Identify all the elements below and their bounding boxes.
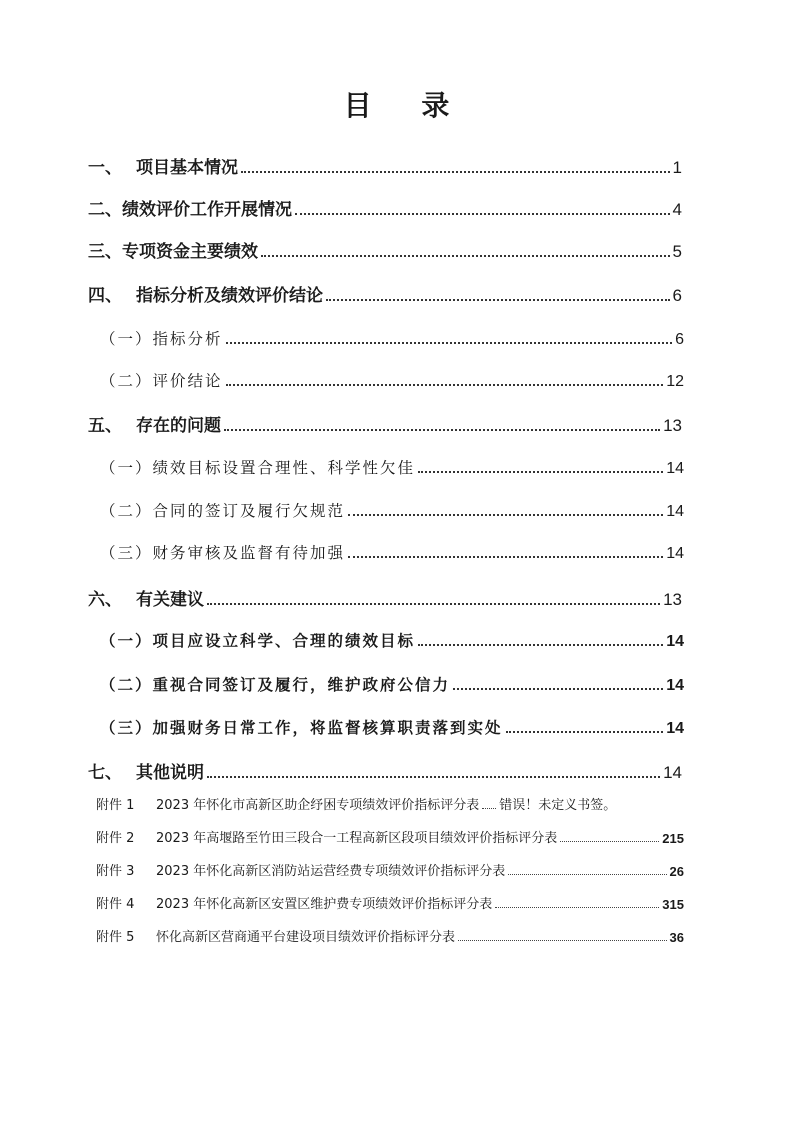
toc-page-number: 6: [675, 331, 684, 348]
appendix-title: 2023 年怀化市高新区助企纾困专项绩效评价指标评分表: [156, 798, 480, 813]
dot-leader: [226, 341, 673, 344]
dot-leader: [241, 170, 670, 173]
toc-entry-title: （二）合同的签订及履行欠规范: [100, 502, 346, 520]
appendix-number: 附件 3: [96, 864, 135, 879]
dot-leader: [508, 873, 666, 875]
dot-leader: [348, 513, 663, 516]
toc-entry-title: （一）指标分析: [100, 330, 223, 348]
toc-page-number: 14: [666, 677, 684, 694]
toc-appendix-5[interactable]: [96, 925, 684, 945]
toc-page-number: 6: [672, 286, 682, 305]
dot-leader: [261, 254, 670, 257]
toc-entry-6-3[interactable]: [100, 714, 684, 738]
toc-entry-7[interactable]: [88, 757, 682, 783]
toc-page-number: 13: [663, 590, 682, 609]
dot-leader: [295, 212, 670, 215]
toc-page-number: 13: [663, 416, 682, 435]
toc-page-number: 14: [666, 633, 684, 650]
toc-page-number: 5: [672, 242, 682, 261]
dot-leader: [224, 428, 660, 431]
toc-page-number: 14: [663, 763, 682, 782]
toc-appendix-3[interactable]: [96, 859, 684, 879]
appendix-page-number: 315: [662, 897, 684, 912]
dot-leader: [506, 730, 664, 733]
toc-entry-5-3[interactable]: [100, 539, 684, 563]
appendix-number: 附件 2: [96, 831, 135, 846]
toc-entry-number: 六、: [88, 590, 122, 610]
toc-entry-6-2[interactable]: [100, 671, 684, 695]
toc-entry-title: （二）评价结论: [100, 372, 223, 390]
appendix-title: 怀化高新区营商通平台建设项目绩效评价指标评分表: [156, 930, 456, 945]
appendix-page-number: 215: [662, 831, 684, 846]
dot-leader: [207, 602, 660, 605]
dot-leader: [226, 383, 664, 386]
toc-entry-5-2[interactable]: [100, 497, 684, 521]
appendix-number: 附件 5: [96, 930, 135, 945]
toc-entry-title: （一）绩效目标设置合理性、科学性欠佳: [100, 459, 416, 477]
toc-entry-2[interactable]: [88, 194, 682, 220]
toc-entry-6[interactable]: [88, 584, 682, 610]
toc-entry-4-1[interactable]: [100, 325, 684, 349]
toc-page-number: 14: [666, 503, 684, 520]
dot-leader: [418, 470, 663, 473]
dot-leader: [326, 298, 670, 301]
toc-entry-5-1[interactable]: [100, 454, 684, 478]
toc-entry-6-1[interactable]: [100, 627, 684, 651]
toc-entry-title: （一）项目应设立科学、合理的绩效目标: [100, 632, 416, 650]
appendix-title: 2023 年怀化高新区安置区维护费专项绩效评价指标评分表: [156, 897, 493, 912]
toc-page-number: 4: [672, 200, 682, 219]
toc-entry-title: 存在的问题: [136, 416, 221, 436]
toc-entry-title: 三、专项资金主要绩效: [88, 242, 258, 262]
appendix-number: 附件 4: [96, 897, 135, 912]
toc-page-number: 14: [666, 545, 684, 562]
toc-page-number: 14: [666, 460, 684, 477]
toc-appendix-1[interactable]: [96, 793, 684, 813]
appendix-title: 2023 年怀化高新区消防站运营经费专项绩效评价指标评分表: [156, 864, 506, 879]
dot-leader: [482, 807, 496, 809]
toc-entry-title: （三）加强财务日常工作，将监督核算职责落到实处: [100, 719, 503, 737]
toc-appendix-4[interactable]: [96, 892, 684, 912]
toc-entry-title: （三）财务审核及监督有待加强: [100, 544, 346, 562]
toc-page-number: 1: [672, 158, 682, 177]
dot-leader: [453, 687, 663, 690]
toc-entry-title: 指标分析及绩效评价结论: [136, 286, 323, 306]
toc-entry-title: 其他说明: [136, 763, 204, 783]
dot-leader: [348, 555, 663, 558]
toc-entry-5[interactable]: [88, 410, 682, 436]
toc-entry-number: 四、: [88, 286, 122, 306]
dot-leader: [207, 775, 660, 778]
toc-entry-title: 项目基本情况: [136, 158, 238, 178]
dot-leader: [560, 840, 659, 842]
toc-appendix-2[interactable]: [96, 826, 684, 846]
toc-entry-title: 有关建议: [136, 590, 204, 610]
toc-entry-4[interactable]: [88, 280, 682, 306]
page-title: 目 录: [343, 89, 470, 122]
toc-entry-title: 二、绩效评价工作开展情况: [88, 200, 292, 220]
appendix-number: 附件 1: [96, 798, 135, 813]
dot-leader: [418, 643, 663, 646]
toc-entry-number: 五、: [88, 416, 122, 436]
toc-entry-number: 七、: [88, 763, 122, 783]
toc-entry-4-2[interactable]: [100, 367, 684, 391]
toc-entry-title: （二）重视合同签订及履行，维护政府公信力: [100, 676, 451, 694]
dot-leader: [458, 939, 667, 941]
toc-entry-number: 一、: [88, 158, 122, 178]
toc-entry-3[interactable]: [88, 236, 682, 262]
appendix-page-number: 36: [669, 930, 684, 945]
dot-leader: [495, 906, 659, 908]
appendix-page-number: 26: [669, 864, 684, 879]
appendix-page-error: 错误！未定义书签。: [499, 798, 617, 813]
toc-entry-1[interactable]: [88, 152, 682, 178]
toc-page-number: 14: [666, 720, 684, 737]
toc-page-number: 12: [666, 373, 684, 390]
appendix-title: 2023 年高堰路至竹田三段合一工程高新区段项目绩效评价指标评分表: [156, 831, 558, 846]
